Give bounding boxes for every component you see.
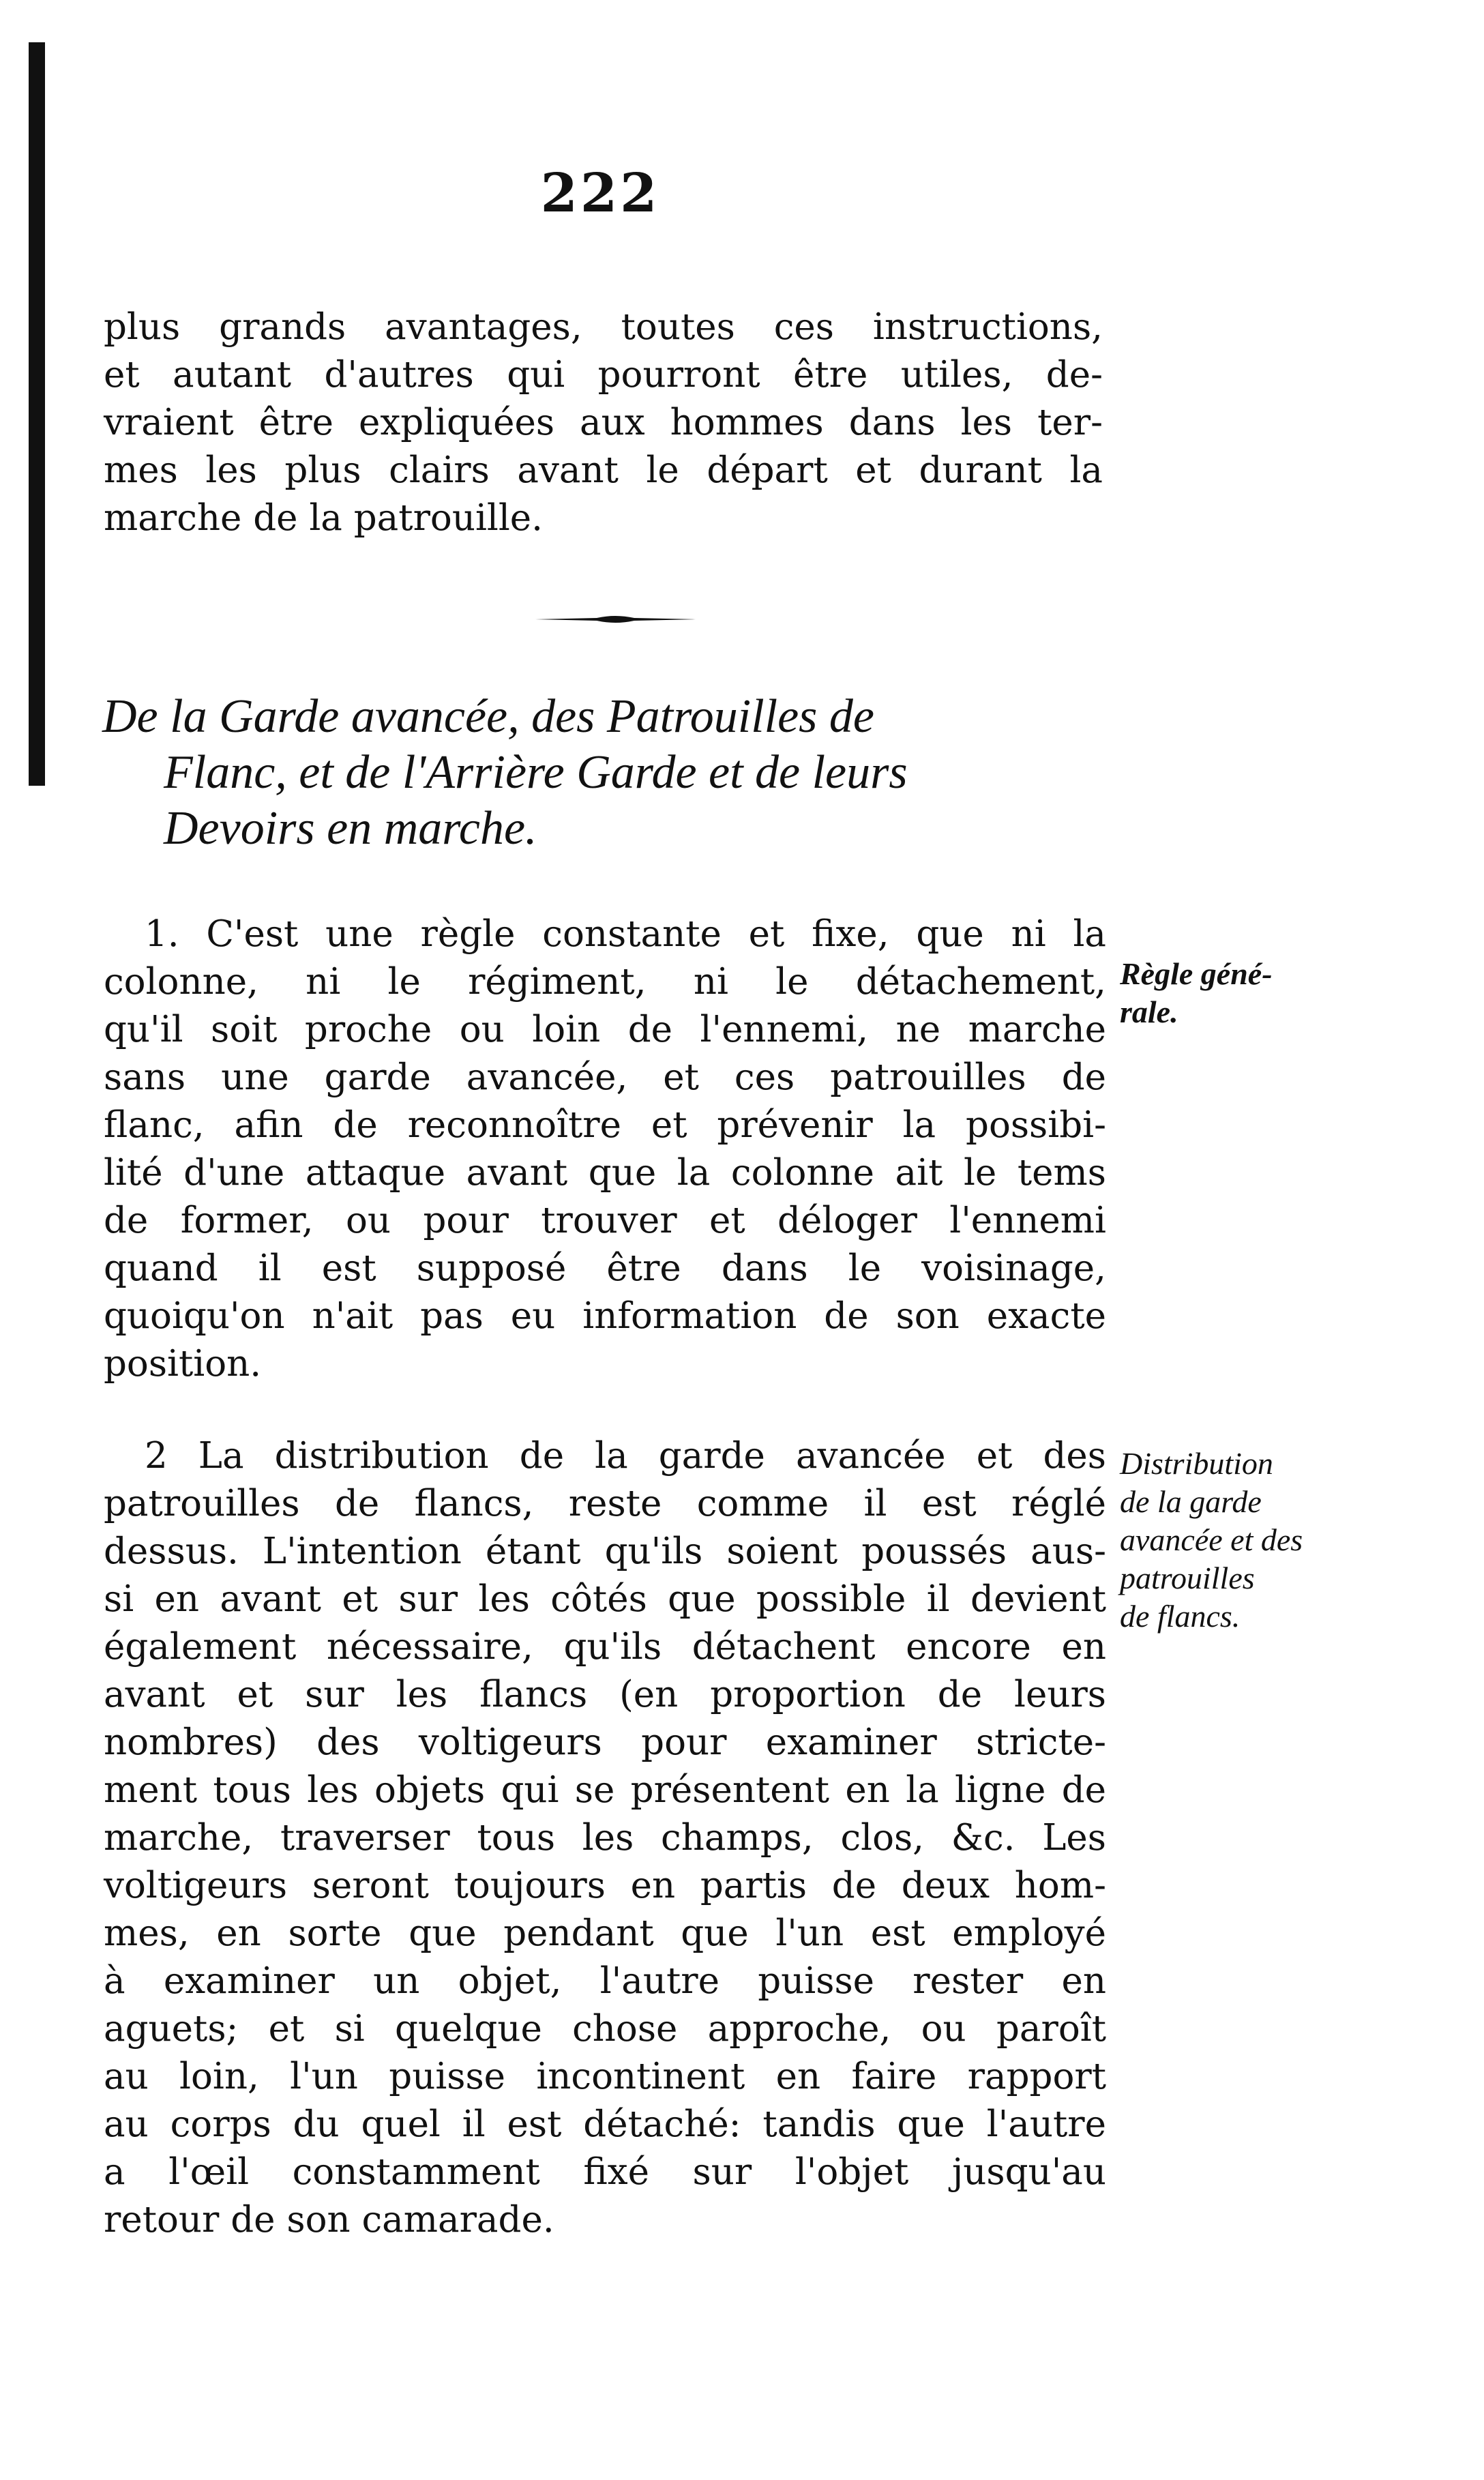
text-line: quoiqu'on n'ait pas eu information de son exacte <box>104 1295 1106 1337</box>
text-line: marche de la patrouille. <box>104 497 544 539</box>
text-line: et autant d'autres qui pourront être utiles, de- <box>104 354 1103 396</box>
text-line: vraient être expliquées aux hommes dans les ter- <box>104 402 1103 443</box>
margin-note-1 <box>1120 955 1365 1031</box>
margin-note-line: rale. <box>1120 994 1178 1029</box>
text-line: sans une garde avancée, et ces patrouilles de <box>104 1057 1106 1098</box>
margin-note-line: avancée et des <box>1120 1522 1303 1557</box>
text-line: mes, en sorte que pendant que l'un est employé <box>104 1913 1106 1954</box>
text-line: nombres) des voltigeurs pour examiner stricte- <box>104 1722 1106 1763</box>
margin-note-line: patrouilles <box>1120 1561 1255 1595</box>
margin-note-line: de flancs. <box>1120 1599 1241 1634</box>
margin-note-line: de la garde <box>1120 1484 1262 1519</box>
text-line: 2 La distribution de la garde avancée et des <box>145 1435 1106 1477</box>
heading-line: De la Garde avancée, des Patrouilles de <box>102 690 874 743</box>
text-line: flanc, afin de reconnoître et prévenir la possibi- <box>104 1104 1106 1146</box>
text-line: plus grands avantages, toutes ces instructions, <box>104 306 1103 348</box>
text-line: si en avant et sur les côtés que possible il devient <box>104 1578 1106 1620</box>
text-line: a l'œil constamment fixé sur l'objet jusqu'au <box>104 2151 1106 2193</box>
text-line: dessus. L'intention étant qu'ils soient poussés aus- <box>104 1531 1106 1572</box>
text-line: mes les plus clairs avant le départ et durant la <box>104 449 1103 491</box>
paragraph-2 <box>104 1432 1106 2244</box>
text-line: également nécessaire, qu'ils détachent encore en <box>104 1626 1106 1668</box>
text-line: à examiner un objet, l'autre puisse rester en <box>104 1960 1106 2002</box>
heading-line: Flanc, et de l'Arrière Garde et de leurs <box>164 746 908 799</box>
text-line: voltigeurs seront toujours en partis de deux hom- <box>104 1865 1106 1906</box>
heading-line: Devoirs en marche. <box>164 802 537 855</box>
text-line: quand il est supposé être dans le voisinage, <box>104 1248 1106 1289</box>
text-line: ment tous les objets qui se présentent en la ligne de <box>104 1769 1106 1811</box>
text-line: colonne, ni le régiment, ni le détachement, <box>104 961 1106 1003</box>
text-line: au corps du quel il est détaché: tandis que l'autre <box>104 2103 1106 2145</box>
text-line: avant et sur les flancs (en proportion de leurs <box>104 1674 1106 1715</box>
text-line: patrouilles de flancs, reste comme il est réglé <box>104 1483 1106 1524</box>
text-line: de former, ou pour trouver et déloger l'ennemi <box>104 1200 1106 1241</box>
text-line: lité d'une attaque avant que la colonne ait le tems <box>104 1152 1106 1194</box>
section-divider-ornament <box>535 614 696 625</box>
margin-note-line: Règle géné- <box>1120 956 1273 991</box>
text-line: 1. C'est une règle constante et fixe, que ni la <box>145 913 1106 955</box>
text-line: retour de son camarade. <box>104 2199 554 2241</box>
text-line: position. <box>104 1343 262 1385</box>
margin-note-line: Distribution <box>1120 1446 1273 1481</box>
paragraph-1 <box>104 911 1106 1388</box>
page-number: 222 <box>540 162 660 224</box>
text-line: aguets; et si quelque chose approche, ou paroît <box>104 2008 1106 2050</box>
binding-edge <box>29 42 45 786</box>
margin-note-2 <box>1120 1445 1365 1636</box>
text-line: qu'il soit proche ou loin de l'ennemi, ne marche <box>104 1009 1106 1050</box>
section-heading <box>102 689 1112 857</box>
text-line: au loin, l'un puisse incontinent en faire rapport <box>104 2056 1106 2097</box>
intro-paragraph <box>104 304 1103 542</box>
text-line: marche, traverser tous les champs, clos, &c. Les <box>104 1817 1106 1859</box>
